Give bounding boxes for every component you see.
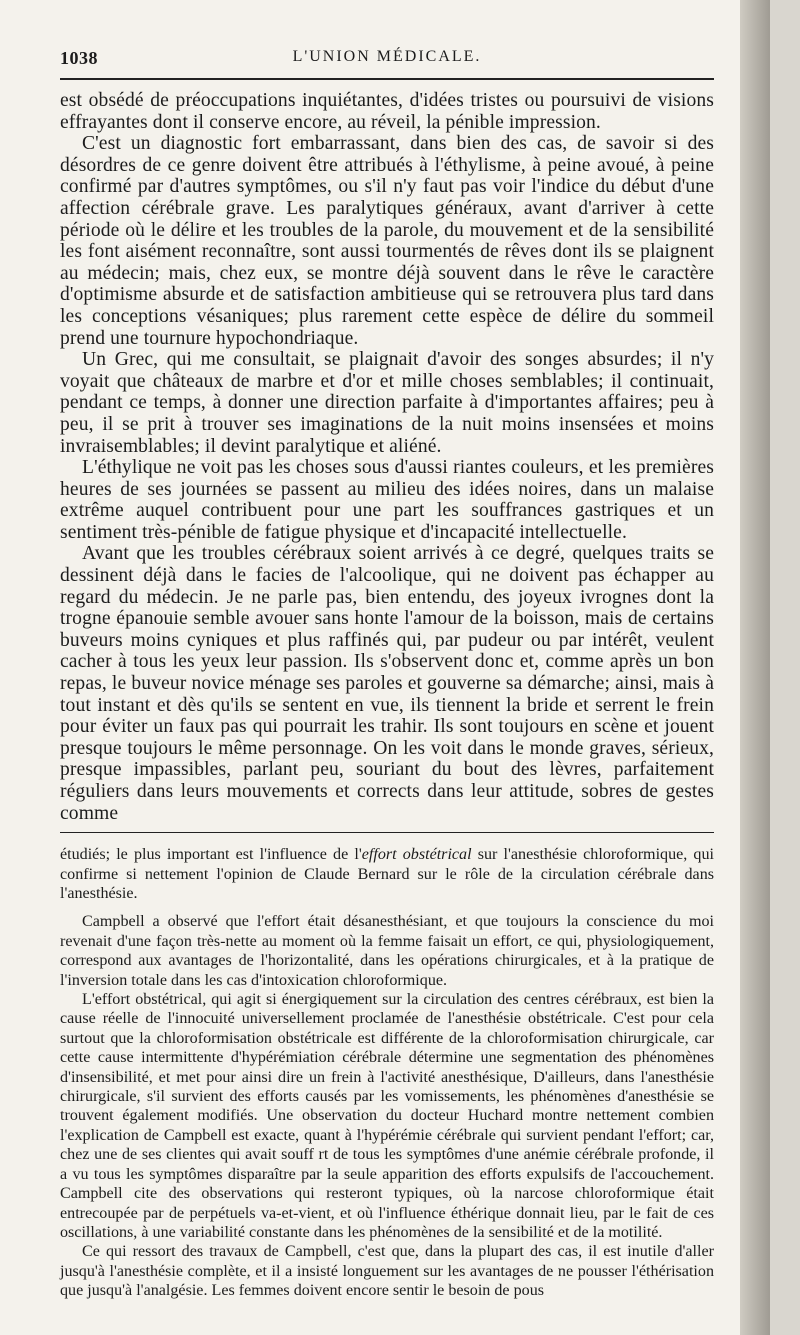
page-edge-shadow	[740, 0, 770, 1335]
footnote-text-segment: étudiés; le plus important est l'influence de l'	[60, 846, 362, 864]
footnote-text	[60, 845, 714, 1300]
footnote-paragraph: Ce qui ressort des travaux de Campbell, c'est que, dans la plupart des cas, il est inutile d'aller jusqu'à l'anesthésie complète, et il a insisté longuement sur les avantages de ne pousser l'éthérisation que jusqu'à l'analgésie. Les femmes doivent encore sentir le besoin de pous	[60, 1243, 714, 1300]
header-rule	[60, 78, 714, 80]
italic-term: effort obstétrical	[361, 846, 472, 864]
main-text	[60, 90, 714, 824]
page-number: 1038	[60, 48, 98, 68]
paragraph: est obsédé de préoccupations inquiétantes, d'idées tristes ou poursuivi de visions effrayantes dont il conserve encore, au réveil, la pénible impression.	[60, 90, 714, 133]
paragraph: Avant que les troubles cérébraux soient arrivés à ce degré, quelques traits se dessinent déjà dans le facies de l'alcoolique, qui ne doivent pas échapper au regard du médecin. Je ne parle pas, bien entendu, des joyeux ivrognes dont la trogne épanouie semble avouer sans honte l'amour de la boisson, mais de certains buveurs moins cyniques et plus raffinés qui, par pudeur ou par intérêt, veulent cacher à tous les yeux leur passion. Ils s'observent donc et, comme après un bon repas, le buveur novice ménage ses paroles et gouverne sa démarche; ainsi, mais à tout instant et dès qu'ils se sentent en vue, ils tiennent la bride et serrent le frein pour éviter un faux pas qui pourrait les trahir. Ils sont toujours en scène et jouent presque toujours le même personnage. On les voit dans le monde graves, sérieux, presque impassibles, parlant peu, souriant du bout des lèvres, parfaitement réguliers dans leurs mouvements et corrects dans leur attitude, sobres de gestes comme	[60, 543, 714, 824]
paragraph: L'éthylique ne voit pas les choses sous d'aussi riantes couleurs, et les premières heures de ses journées se passent au milieu des idées noires, dans un malaise extrême auquel contribuent pour une part les souffrances gastriques et un sentiment très-pénible de fatigue physique et d'incapacité intellectuelle.	[60, 457, 714, 543]
footnote-paragraph	[60, 845, 714, 903]
footnote-paragraph: L'effort obstétrical, qui agit si énergiquement sur la circulation des centres cérébraux, est bien la cause réelle de l'innocuité universellement proclamée de l'anesthésie obstétricale. C'est pour cela surtout que la chloroformisation obstétricale est différente de la chloroformisation chirurgicale, car cette cause intermittente d'hypérémiation cérébrale détermine une segmentation des phénomènes d'insensibilité, et met pour ainsi dire un frein à l'activité anesthésique, D'ailleurs, dans l'anesthésie chirurgicale, s'il survient des efforts causés par les vomissements, les phénomènes d'anesthésie se trouvent également modifiés. Une observation du docteur Huchard montre nettement combien l'explication de Campbell est exacte, quant à l'hypérémie cérébrale qui survient pendant l'effort; car, chez une de ses clientes qui avait souff rt de tous les symptômes d'une anémie cérébrale profonde, il a vu tous les symptômes disparaître par la seule apparition des efforts expulsifs de l'accouchement. Campbell cite des observations qui resteront typiques, où la narcose chloroformique était entrecoupée par de perpétuels va-et-vient, et où l'influence éthérique donnait lieu, par le fait de ces oscillations, à une variabilité constante dans les phénomènes de la sensibilité et de la motilité.	[60, 991, 714, 1241]
paragraph: Un Grec, qui me consultait, se plaignait d'avoir des songes absurdes; il n'y voyait que châteaux de marbre et d'or et mille choses semblables; il continuait, pendant ce temps, à donner une direction parfaite à d'importantes affaires; peu à peu, il se prit à trouver ses imaginations de la nuit moins insensées et moins invraisemblables; il devint paralytique et aliéné.	[60, 349, 714, 457]
paragraph: C'est un diagnostic fort embarrassant, dans bien des cas, de savoir si des désordres de ce genre doivent être attribués à l'éthylisme, à peine avoué, à peine confirmé par d'autres symptômes, ou s'il n'y faut pas voir l'indice du début d'une affection cérébrale grave. Les paralytiques généraux, avant d'arriver à cette période où le délire et les troubles de la parole, du mouvement et de la sensibilité les font aisément reconnaître, sont aussi tourmentés de rêves dont ils se plaignent au médecin; mais, chez eux, se montre déjà souvent dans le rêve le caractère d'optimisme absurde et de satisfaction ambitieuse qui se retrouvera plus tard dans les conceptions vésaniques; plus rarement cette espèce de délire du sommeil prend une tournure hypochondriaque.	[60, 133, 714, 349]
running-title: L'UNION MÉDICALE.	[292, 48, 482, 65]
footnote-paragraph: Campbell a observé que l'effort était désanesthésiant, et que toujours la conscience du moi revenait d'une façon très-nette au moment où la femme faisait un effort, ce qui, physiologiquement, correspond aux avantages de l'horizontalité, dans les opérations chirurgicales, et à la pratique de l'inversion totale dans les cas d'intoxication chloroformique.	[60, 913, 714, 989]
page-header	[60, 44, 714, 74]
footnote-text-segment: sur l'anesthésie chloroformique, qui confirme si nettement l'opinion de Claude Bernard sur le rôle de la circulation cérébrale dans l'anesthésie.	[60, 846, 715, 902]
footnote-separator	[60, 832, 714, 833]
